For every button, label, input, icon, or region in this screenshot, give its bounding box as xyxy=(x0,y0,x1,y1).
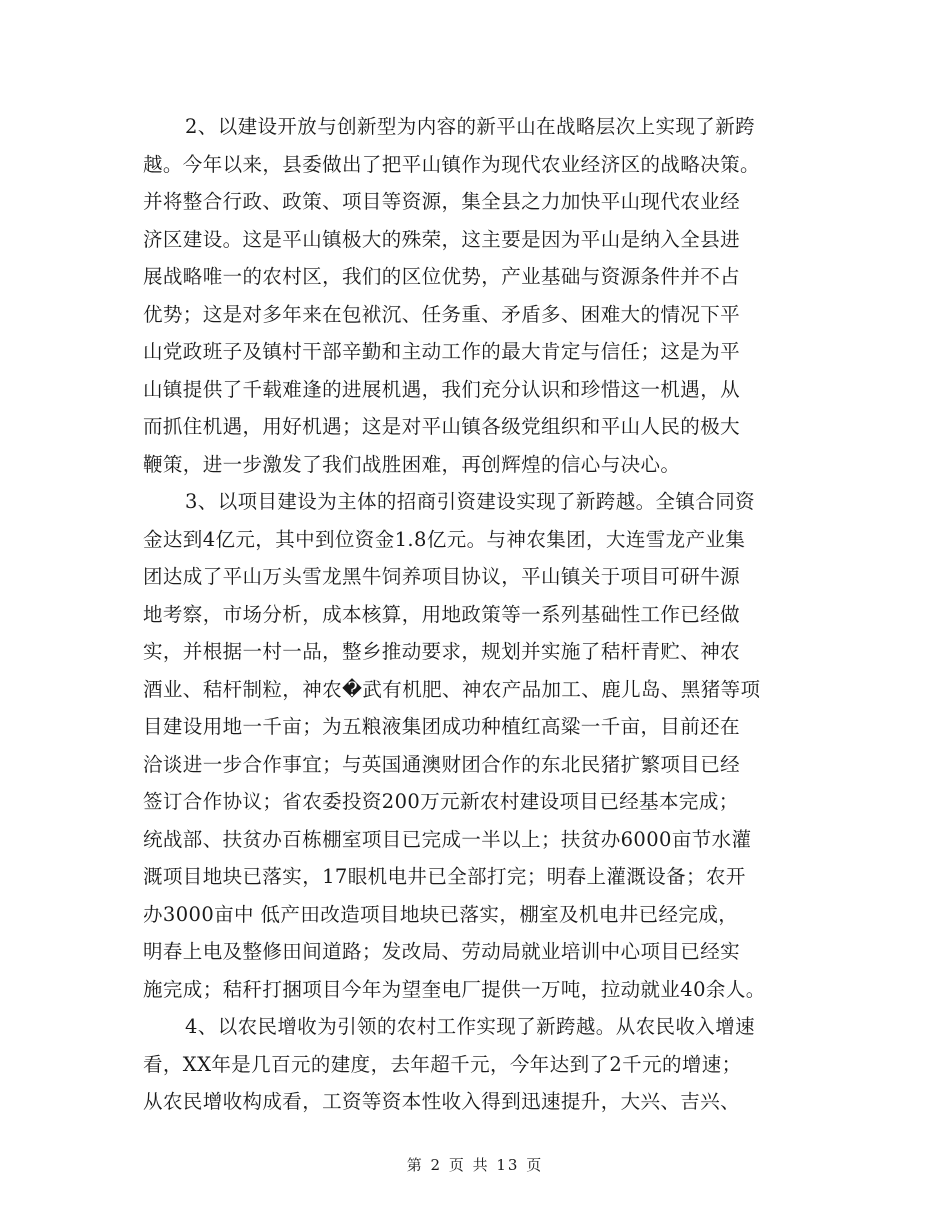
paragraph-4-line: 看，XX年是几百元的建度，去年超千元，今年达到了2千元的增速； xyxy=(143,1052,742,1076)
paragraph-3-line: 实，并根据一村一品，整乡推动要求，规划并实施了秸杆青贮、神农 xyxy=(143,640,741,663)
paragraph-2-line: 山镇提供了千载难逢的进展机遇，我们充分认识和珍惜这一机遇，从 xyxy=(143,377,741,401)
paragraph-4-line: 从农民增收构成看，工资等资本性收入得到迅速提升，大兴、吉兴、 xyxy=(143,1090,741,1113)
paragraph-2-line: 越。今年以来，县委做出了把平山镇作为现代农业经济区的战略决策。 xyxy=(143,152,760,176)
paragraph-2-line: 展战略唯一的农村区，我们的区位优势，产业基础与资源条件并不占 xyxy=(143,265,741,288)
paragraph-3-line: 明春上电及整修田间道路；发改局、劳动局就业培训中心项目已经实 xyxy=(143,940,741,963)
paragraph-3-line: 签订合作协议；省农委投资200万元新农村建设项目已经基本完成； xyxy=(143,790,739,813)
paragraph-2-line: 而抓住机遇，用好机遇；这是对平山镇各级党组织和平山人民的极大 xyxy=(143,415,741,438)
paragraph-3-line: 团达成了平山万头雪龙黑牛饲养项目协议，平山镇关于项目可研牛源 xyxy=(143,565,741,588)
document-body xyxy=(143,108,823,1121)
paragraph-3-line: 目建设用地一千亩；为五粮液集团成功种植红高粱一千亩，目前还在 xyxy=(143,715,741,738)
paragraph-4-line: 4、以农民增收为引领的农村工作实现了新跨越。从农民收入增速 xyxy=(185,1015,756,1038)
paragraph-2-line: 优势；这是对多年来在包袱沉、任务重、矛盾多、困难大的情况下平 xyxy=(143,302,741,326)
paragraph-2-line: 济区建设。这是平山镇极大的殊荣，这主要是因为平山是纳入全县进 xyxy=(143,227,741,251)
paragraph-2-line: 并将整合行政、政策、项目等资源，集全县之力加快平山现代农业经 xyxy=(143,190,741,213)
paragraph-3-line: 洽谈进一步合作事宜；与英国通澳财团合作的东北民猪扩繁项目已经 xyxy=(143,752,741,776)
paragraph-3-line: 统战部、扶贫办百栋棚室项目已完成一半以上；扶贫办6000亩节水灌 xyxy=(143,827,752,851)
paragraph-2-line: 鞭策，进一步激发了我们战胜困难，再创辉煌的信心与决心。 xyxy=(143,452,681,476)
paragraph-3-line: 办3000亩中 低产田改造项目地块已落实，棚室及机电井已经完成， xyxy=(143,902,739,926)
paragraph-3-line: 施完成；秸秆打捆项目今年为望奎电厂提供一万吨，拉动就业40余人。 xyxy=(143,977,766,1001)
paragraph-2-line: 2、以建设开放与创新型为内容的新平山在战略层次上实现了新跨 xyxy=(185,115,756,138)
paragraph-3-line: 地考察，市场分析，成本核算，用地政策等一系列基础性工作已经做 xyxy=(143,602,741,626)
paragraph-3-line: 溉项目地块已落实，17眼机电井已全部打完；明春上灌溉设备；农开 xyxy=(143,865,746,888)
paragraph-2-line: 山党政班子及镇村干部辛勤和主动工作的最大肯定与信任；这是为平 xyxy=(143,340,741,363)
paragraph-3-line: 金达到4亿元，其中到位资金1.8亿元。与神农集团，大连雪龙产业集 xyxy=(143,527,746,551)
paragraph-3-line: 酒业、秸杆制粒，神农�武有机肥、神农产品加工、鹿儿岛、黑猪等项 xyxy=(143,677,761,701)
page-number-footer: 第 2 页 共 13 页 xyxy=(406,1156,544,1174)
paragraph-3-line: 3、以项目建设为主体的招商引资建设实现了新跨越。全镇合同资 xyxy=(185,490,756,513)
